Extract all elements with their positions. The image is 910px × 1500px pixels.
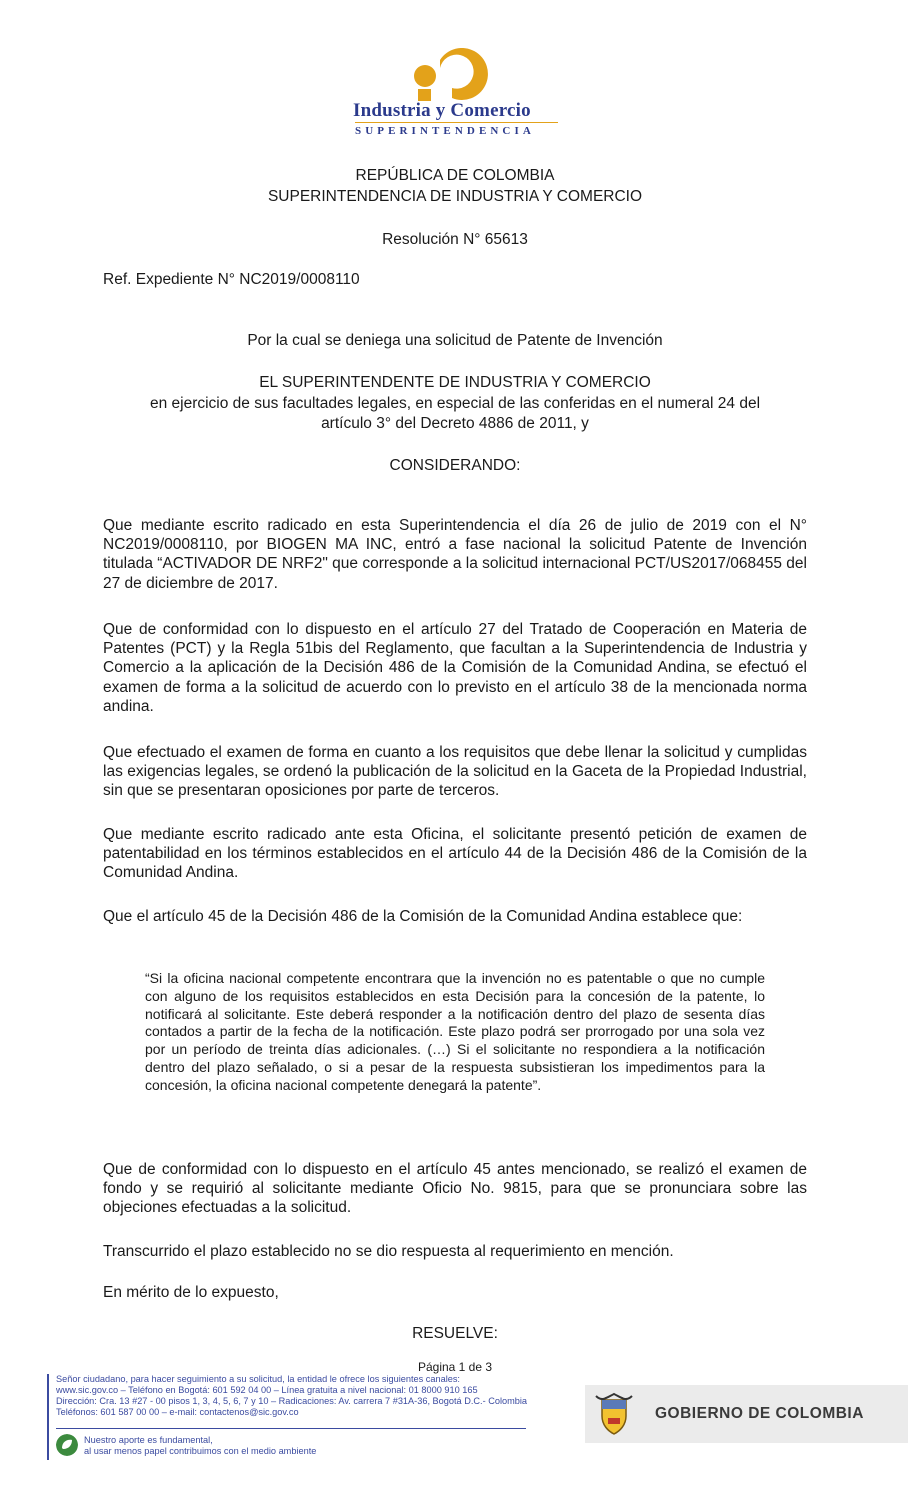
paragraph: Que de conformidad con lo dispuesto en el artículo 45 antes mencionado, se realizó el examen de fondo y se requirió al solicitante mediante Oficio No. 9815, para que se pronunciara sobre las objeciones efectuadas a la solicitud.	[103, 1161, 807, 1217]
paragraph: Que mediante escrito radicado en esta Superintendencia el día 26 de julio de 2019 con el N° NC2019/0008110, por BIOGEN MA INC, entró a fase nacional la solicitud Patente de Invención titulada “ACTIVADOR DE NRF2" que corresponde a la solicitud internacional PCT/US2017/068455 del 27 de diciembre de 2017.	[103, 517, 807, 592]
paragraph: Que de conformidad con lo dispuesto en el artículo 27 del Tratado de Cooperación en Materia de Patentes (PCT) y la Regla 51bis del Reglamento, que facultan a la Superintendencia de Industria y Comercio a la aplicación de la Decisión 486 de la Comisión de la Comunidad Andina, se efectuó el examen de forma a la solicitud de acuerdo con lo previsto en el artículo 38 de la mencionada norma andina.	[103, 621, 807, 715]
footer-line: Dirección: Cra. 13 #27 - 00 pisos 1, 3, 4, 5, 6, 7 y 10 – Radicaciones: Av. carrera 7 #31A-36, Bogotá D.C.- Colombia	[56, 1396, 528, 1406]
authority-line: en ejercicio de sus facultades legales, en especial de las conferidas en el numeral 24 del	[149, 395, 761, 412]
footer-line: www.sic.gov.co – Teléfono en Bogotá: 601 592 04 00 – Línea gratuita a nivel nacional: 01 8000 910 165	[56, 1385, 478, 1395]
footer-accent-bar	[47, 1374, 49, 1460]
eco-line: al usar menos papel contribuimos con el medio ambiente	[84, 1446, 317, 1456]
paragraph: Transcurrido el plazo establecido no se dio respuesta al requerimiento en mención.	[103, 1243, 674, 1260]
logo-name: Industria y Comercio	[353, 100, 531, 121]
considering-heading: CONSIDERANDO:	[389, 457, 521, 474]
eco-line: Nuestro aporte es fundamental,	[84, 1435, 213, 1445]
resolution-number: Resolución N° 65613	[382, 231, 528, 248]
coat-of-arms-icon	[594, 1392, 634, 1436]
subject-line: Por la cual se deniega una solicitud de Patente de Invención	[247, 332, 663, 349]
logo-subtitle: SUPERINTENDENCIA	[355, 125, 535, 137]
page-number: Página 1 de 3	[417, 1360, 493, 1374]
footer-divider	[56, 1428, 526, 1429]
footer-line: Señor ciudadano, para hacer seguimiento a su solicitud, la entidad le ofrece los siguientes canales:	[56, 1374, 460, 1384]
paragraph: Que el artículo 45 de la Decisión 486 de la Comisión de la Comunidad Andina establece que:	[103, 908, 743, 925]
footer-line: Teléfonos: 601 587 00 00 – e-mail: contactenos@sic.gov.co	[56, 1407, 299, 1417]
logo-divider	[355, 122, 558, 123]
reference-number: Ref. Expediente N° NC2019/0008110	[103, 271, 360, 288]
paragraph: En mérito de lo expuesto,	[103, 1284, 279, 1301]
eco-leaf-icon	[56, 1434, 78, 1456]
paragraph: Que mediante escrito radicado ante esta Oficina, el solicitante presentó petición de examen de patentabilidad en los términos establecidos en el artículo 44 de la Decisión 486 de la Comisión de la Comunidad Andina.	[103, 826, 807, 882]
entity-heading: SUPERINTENDENCIA DE INDUSTRIA Y COMERCIO	[267, 188, 643, 205]
paragraph: Que efectuado el examen de forma en cuanto a los requisitos que debe llenar la solicitud y cumplidas las exigencias legales, se ordenó la publicación de la solicitud en la Gaceta de la Propiedad Industrial, sin que se presentaran oposiciones por parte de terceros.	[103, 744, 807, 800]
government-label: GOBIERNO DE COLOMBIA	[655, 1405, 864, 1422]
resolves-heading: RESUELVE:	[412, 1325, 498, 1342]
authority-title: EL SUPERINTENDENTE DE INDUSTRIA Y COMERCIO	[259, 374, 651, 391]
footer-contact	[56, 1374, 566, 1418]
authority-line: artículo 3° del Decreto 4886 de 2011, y	[321, 415, 589, 432]
legal-quote: “Si la oficina nacional competente encontrara que la invención no es patentable o que no cumple con alguno de los requisitos establecidos en esta Decisión para la concesión de la patente, lo notificará al solicitante. Este deberá responder a la notificación dentro del plazo de sesenta días contados a partir de la fecha de la notificación. Este plazo podrá ser prorrogado por una sola vez por un período de treinta días adicionales. (…) Si el solicitante no respondiera a la notificación dentro del plazo señalado, o si a pesar de la respuesta subsistieran los impedimentos para la concesión, la oficina nacional competente denegará la patente”.	[145, 970, 765, 1093]
republic-heading: REPÚBLICA DE COLOMBIA	[355, 167, 555, 184]
eco-message	[84, 1435, 316, 1457]
